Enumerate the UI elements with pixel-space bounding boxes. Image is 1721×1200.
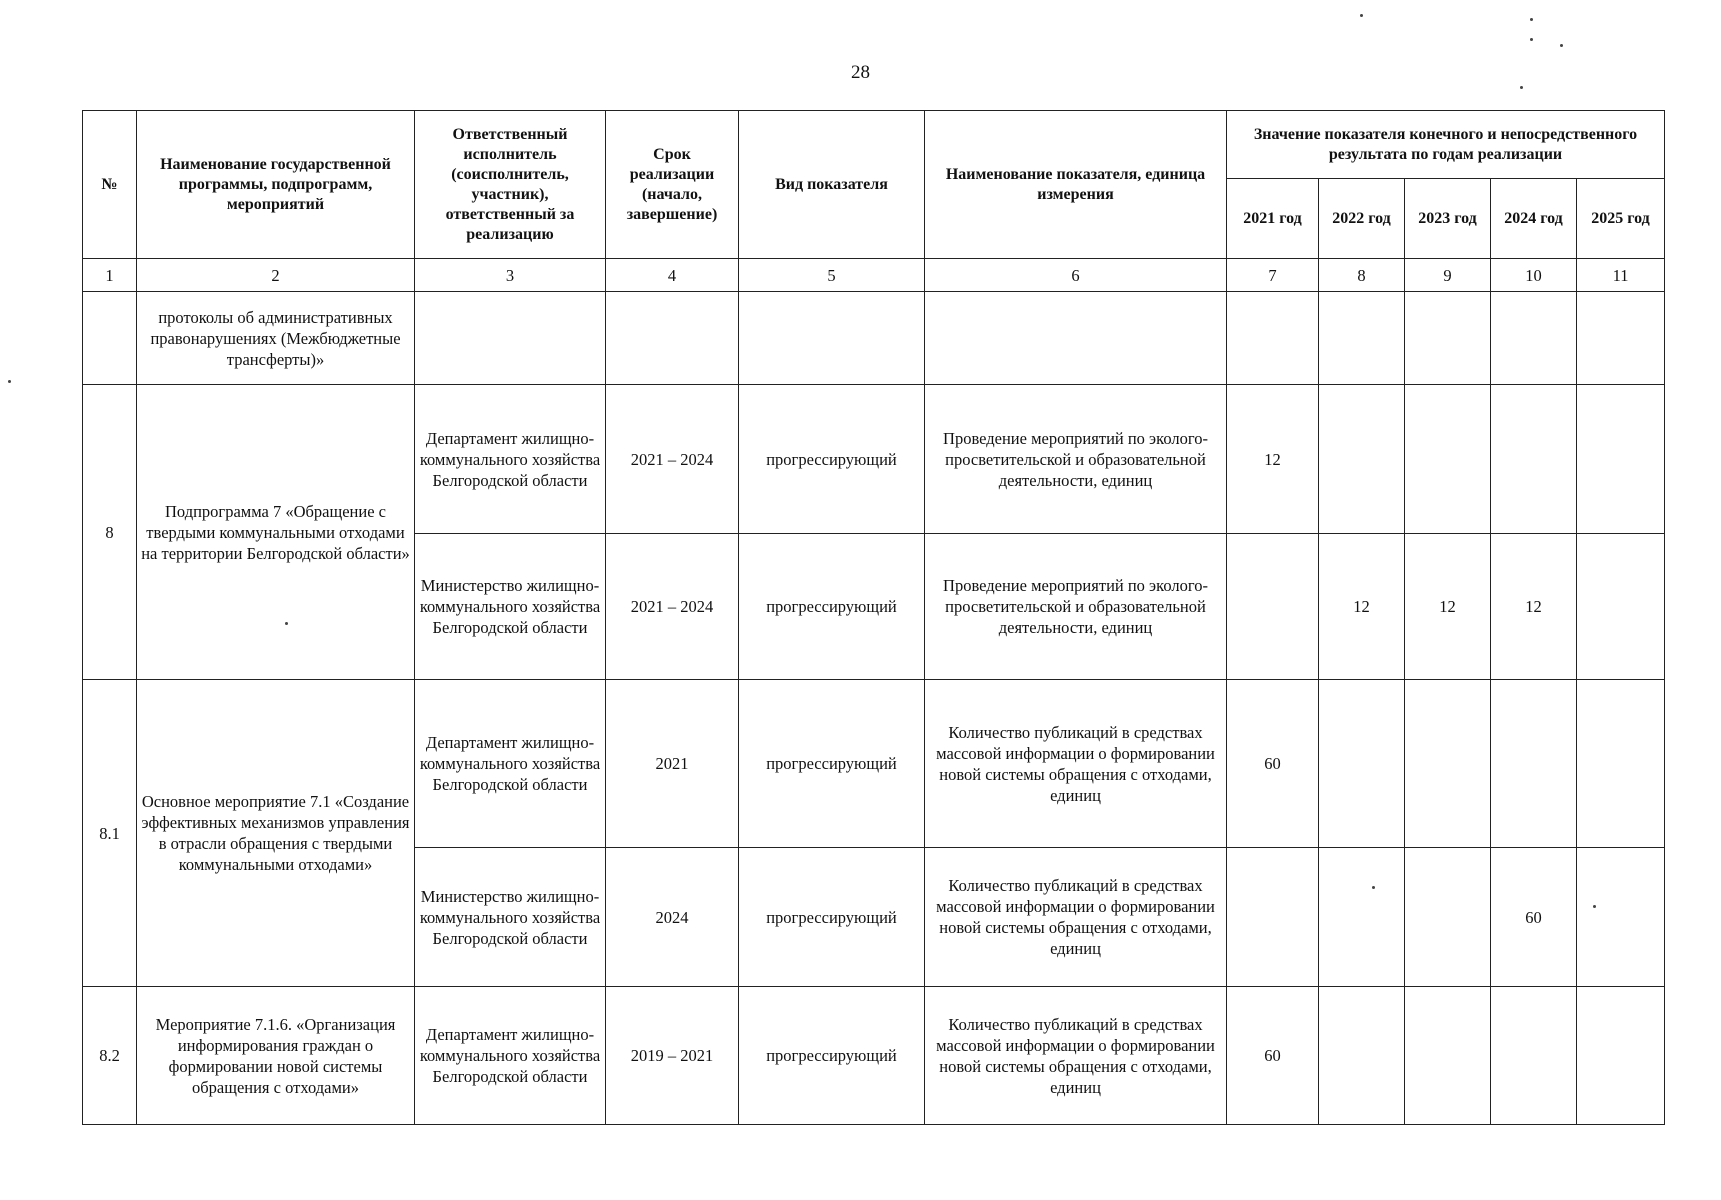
value-2024 <box>1491 385 1577 534</box>
header-year: 2023 год <box>1405 179 1491 259</box>
table-row <box>83 292 1665 385</box>
value-2024 <box>1491 680 1577 848</box>
value-2025 <box>1577 680 1665 848</box>
row-type: прогрессирующий <box>739 987 925 1125</box>
header-year: 2022 год <box>1319 179 1405 259</box>
row-name: Основное мероприятие 7.1 «Создание эффективных механизмов управления в отрасли обращения с твердыми коммунальными отходами» <box>137 680 415 987</box>
column-number: 11 <box>1577 259 1665 292</box>
scan-speck <box>1560 44 1563 47</box>
row-type: прогрессирующий <box>739 680 925 848</box>
scan-speck <box>8 380 11 383</box>
value-2021: 60 <box>1227 680 1319 848</box>
row-indicator: Количество публикаций в средствах массовой информации о формировании новой системы обращения с отходами, единиц <box>925 680 1227 848</box>
column-number: 10 <box>1491 259 1577 292</box>
value-2021 <box>1227 848 1319 987</box>
column-number: 6 <box>925 259 1227 292</box>
value-2021: 12 <box>1227 385 1319 534</box>
column-number: 9 <box>1405 259 1491 292</box>
value-2023 <box>1405 987 1491 1125</box>
value-2023 <box>1405 848 1491 987</box>
value-2023 <box>1405 385 1491 534</box>
column-number: 3 <box>415 259 606 292</box>
column-number: 1 <box>83 259 137 292</box>
value-2021 <box>1227 534 1319 680</box>
value-2021: 60 <box>1227 987 1319 1125</box>
header-program-name: Наименование государственной программы, подпрограмм, мероприятий <box>137 111 415 259</box>
scan-speck <box>1530 18 1533 21</box>
column-number: 2 <box>137 259 415 292</box>
value-2022: 12 <box>1319 534 1405 680</box>
scan-speck <box>1372 886 1375 889</box>
value-2025 <box>1577 385 1665 534</box>
row-term: 2021 – 2024 <box>606 534 739 680</box>
value-2025 <box>1577 848 1665 987</box>
value-2022 <box>1319 848 1405 987</box>
value-2025 <box>1577 534 1665 680</box>
header-year: 2024 год <box>1491 179 1577 259</box>
header-values-group: Значение показателя конечного и непосредственного результата по годам реализации <box>1227 111 1665 179</box>
scan-speck <box>1593 905 1596 908</box>
row-term: 2021 – 2024 <box>606 385 739 534</box>
value-2023: 12 <box>1405 534 1491 680</box>
row-type: прогрессирующий <box>739 534 925 680</box>
row-type: прогрессирующий <box>739 385 925 534</box>
scan-speck <box>1520 86 1523 89</box>
row-term: 2019 – 2021 <box>606 987 739 1125</box>
value-2022 <box>1319 385 1405 534</box>
value-2024 <box>1491 987 1577 1125</box>
page-number: 28 <box>851 62 870 83</box>
value-2023 <box>1405 680 1491 848</box>
value-2025 <box>1577 987 1665 1125</box>
row-num: 8 <box>83 385 137 680</box>
row-responsible: Департамент жилищно-коммунального хозяйства Белгородской области <box>415 385 606 534</box>
header-indicator-name: Наименование показателя, единица измерения <box>925 111 1227 259</box>
value-2024: 60 <box>1491 848 1577 987</box>
row-indicator: Количество публикаций в средствах массовой информации о формировании новой системы обращения с отходами, единиц <box>925 848 1227 987</box>
row-responsible: Департамент жилищно-коммунального хозяйства Белгородской области <box>415 987 606 1125</box>
row-responsible: Министерство жилищно-коммунального хозяйства Белгородской области <box>415 534 606 680</box>
row-term: 2021 <box>606 680 739 848</box>
table-row <box>83 987 1665 1125</box>
header-num: № <box>83 111 137 259</box>
header-year: 2025 год <box>1577 179 1665 259</box>
header-responsible: Ответственный исполнитель (соисполнитель, участник), ответственный за реализацию <box>415 111 606 259</box>
row-term: 2024 <box>606 848 739 987</box>
value-2022 <box>1319 987 1405 1125</box>
row-indicator: Проведение мероприятий по эколого- просветительской и образовательной деятельности, единиц <box>925 385 1227 534</box>
row-indicator: Проведение мероприятий по эколого- просветительской и образовательной деятельности, единиц <box>925 534 1227 680</box>
continued-text: протоколы об административных правонарушениях (Межбюджетные трансферты)» <box>137 292 415 385</box>
row-num: 8.1 <box>83 680 137 987</box>
program-table <box>82 110 1665 1125</box>
column-number: 4 <box>606 259 739 292</box>
table-row <box>83 680 1665 848</box>
column-number-row <box>83 259 1665 292</box>
row-num: 8.2 <box>83 987 137 1125</box>
row-responsible: Департамент жилищно-коммунального хозяйства Белгородской области <box>415 680 606 848</box>
row-indicator: Количество публикаций в средствах массовой информации о формировании новой системы обращения с отходами, единиц <box>925 987 1227 1125</box>
row-name: Подпрограмма 7 «Обращение с твердыми коммунальными отходами на территории Белгородской области» <box>137 385 415 680</box>
header-indicator-type: Вид показателя <box>739 111 925 259</box>
column-number: 7 <box>1227 259 1319 292</box>
row-type: прогрессирующий <box>739 848 925 987</box>
column-number: 8 <box>1319 259 1405 292</box>
value-2022 <box>1319 680 1405 848</box>
header-term: Срок реализации (начало, завершение) <box>606 111 739 259</box>
row-name: Мероприятие 7.1.6. «Организация информирования граждан о формировании новой системы обращения с отходами» <box>137 987 415 1125</box>
table-row <box>83 385 1665 534</box>
scan-speck <box>1360 14 1363 17</box>
value-2024: 12 <box>1491 534 1577 680</box>
row-responsible: Министерство жилищно-коммунального хозяйства Белгородской области <box>415 848 606 987</box>
header-year: 2021 год <box>1227 179 1319 259</box>
scan-speck <box>285 622 288 625</box>
column-number: 5 <box>739 259 925 292</box>
scan-speck <box>1530 38 1533 41</box>
